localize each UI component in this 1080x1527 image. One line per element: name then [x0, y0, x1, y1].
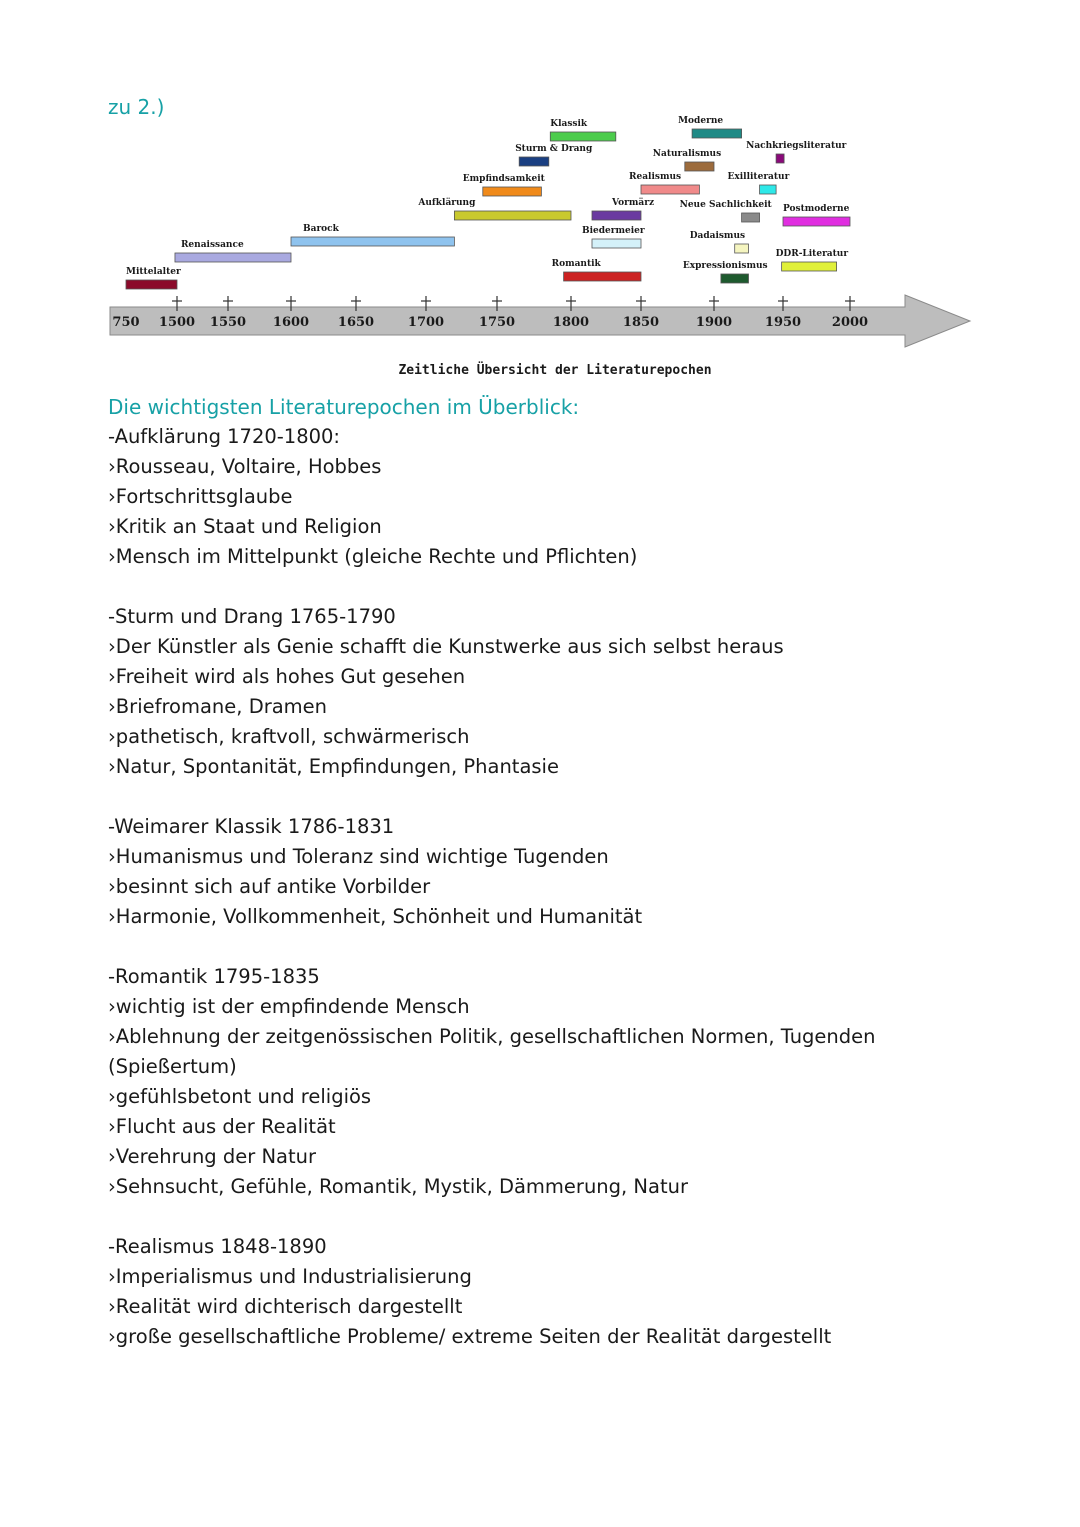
- epoch-section-item: ›Fortschrittsglaube: [108, 485, 293, 508]
- chart-title: Zeitliche Übersicht der Literaturepochen: [398, 363, 712, 378]
- epoch-bar-label: Romantik: [551, 259, 601, 269]
- epoch-section-title: -Aufklärung 1720-1800:: [108, 425, 341, 448]
- epoch-section-item: (Spießertum): [108, 1055, 237, 1078]
- epoch-section-item: ›Freiheit wird als hohes Gut gesehen: [108, 665, 466, 688]
- axis-tick-label: 750: [112, 315, 140, 330]
- epoch-bar: [641, 185, 699, 194]
- epoch-bar-label: Renaissance: [180, 240, 244, 250]
- epoch-bar-label: Postmoderne: [783, 204, 850, 214]
- epoch-section-item: ›Flucht aus der Realität: [108, 1115, 336, 1138]
- epoch-section-item: ›gefühlsbetont und religiös: [108, 1085, 372, 1108]
- epoch-bar: [592, 239, 641, 248]
- epoch-section: [108, 962, 1008, 1202]
- epoch-section-item: ›Harmonie, Vollkommenheit, Schönheit und Humanität: [108, 905, 643, 928]
- epoch-bar: [126, 280, 177, 289]
- epoch-section-item: ›Verehrung der Natur: [108, 1145, 317, 1168]
- overview-heading: Die wichtigsten Literaturepochen im Überblick:: [108, 395, 580, 419]
- axis-tick-label: 1800: [552, 315, 590, 330]
- epoch-bar: [175, 253, 291, 262]
- epoch-section-item: ›große gesellschaftliche Probleme/ extreme Seiten der Realität dargestellt: [108, 1325, 832, 1348]
- epoch-bar-label: Barock: [303, 224, 339, 234]
- axis-tick-label: 1950: [764, 315, 802, 330]
- epoch-section-item: ›Briefromane, Dramen: [108, 695, 328, 718]
- epoch-bar: [776, 154, 784, 163]
- epoch-bar-label: Expressionismus: [682, 261, 768, 271]
- epoch-bar-label: Naturalismus: [652, 149, 722, 159]
- epoch-bar: [454, 211, 571, 220]
- epoch-bar: [483, 187, 542, 196]
- epoch-section-item: ›Sehnsucht, Gefühle, Romantik, Mystik, Dämmerung, Natur: [108, 1175, 688, 1198]
- epoch-bar: [783, 217, 850, 226]
- epoch-bar-label: Dadaismus: [689, 231, 746, 241]
- epoch-bar-label: Biedermeier: [582, 226, 645, 236]
- epoch-bar: [592, 211, 641, 220]
- epoch-bar-label: Nachkriegsliteratur: [746, 141, 847, 151]
- epoch-bar-label: Neue Sachlichkeit: [679, 200, 772, 210]
- epoch-bar: [685, 162, 714, 171]
- epoch-bar-label: Empfindsamkeit: [462, 174, 545, 184]
- epoch-bar-label: Moderne: [678, 116, 724, 126]
- section-reference: zu 2.): [108, 95, 165, 119]
- epoch-section-item: ›Natur, Spontanität, Empfindungen, Phantasie: [108, 755, 559, 778]
- epoch-section-title: -Sturm und Drang 1765-1790: [108, 605, 396, 628]
- epoch-bar-label: Mittelalter: [126, 267, 181, 277]
- epoch-section-item: ›besinnt sich auf antike Vorbilder: [108, 875, 431, 898]
- epoch-section-item: ›Kritik an Staat und Religion: [108, 515, 382, 538]
- epoch-bar: [742, 213, 760, 222]
- epoch-section-item: ›Imperialismus und Industrialisierung: [108, 1265, 472, 1288]
- epoch-bar: [564, 272, 641, 281]
- epoch-bar-label: Vormärz: [612, 198, 655, 208]
- axis-tick-label: 1850: [622, 315, 660, 330]
- epoch-bar-label: Exilliteratur: [727, 172, 790, 182]
- epoch-section-item: ›Ablehnung der zeitgenössischen Politik, gesellschaftlichen Normen, Tugenden: [108, 1025, 876, 1048]
- epoch-section-item: ›Mensch im Mittelpunkt (gleiche Rechte und Pflichten): [108, 545, 638, 568]
- epoch-section-item: ›Humanismus und Toleranz sind wichtige Tugenden: [108, 845, 609, 868]
- epoch-timeline-chart: [100, 110, 980, 382]
- epoch-bar-label: Aufklärung: [418, 198, 476, 208]
- epoch-summary: [108, 392, 1008, 1382]
- axis-tick-label: 1750: [478, 315, 516, 330]
- axis-tick-label: 1900: [695, 315, 733, 330]
- epoch-bar: [550, 132, 616, 141]
- epoch-section: [108, 1232, 1008, 1352]
- axis-tick-label: 1600: [272, 315, 310, 330]
- epoch-bar: [692, 129, 742, 138]
- epoch-section: [108, 602, 1008, 782]
- axis-tick-label: 1700: [407, 315, 445, 330]
- epoch-bar: [735, 244, 749, 253]
- epoch-section: [108, 812, 1008, 932]
- axis-tick-label: 1500: [158, 315, 196, 330]
- epoch-section-item: ›wichtig ist der empfindende Mensch: [108, 995, 470, 1018]
- epoch-bar: [291, 237, 454, 246]
- epoch-bar-label: Realismus: [629, 172, 682, 182]
- epoch-section-item: ›Rousseau, Voltaire, Hobbes: [108, 455, 382, 478]
- epoch-section-title: -Weimarer Klassik 1786-1831: [108, 815, 395, 838]
- epoch-bar-label: Klassik: [550, 119, 588, 129]
- epoch-section-title: -Realismus 1848-1890: [108, 1235, 327, 1258]
- epoch-bar: [760, 185, 777, 194]
- epoch-bar-label: DDR-Literatur: [775, 249, 849, 259]
- epoch-bar: [721, 274, 749, 283]
- axis-tick-label: 2000: [831, 315, 869, 330]
- epoch-section-item: ›pathetisch, kraftvoll, schwärmerisch: [108, 725, 470, 748]
- epoch-section-item: ›Realität wird dichterisch dargestellt: [108, 1295, 463, 1318]
- epoch-section-item: ›Der Künstler als Genie schafft die Kunstwerke aus sich selbst heraus: [108, 635, 784, 658]
- epoch-bar: [782, 262, 837, 271]
- epoch-bar: [519, 157, 549, 166]
- epoch-section: [108, 422, 1008, 572]
- axis-tick-label: 1550: [209, 315, 247, 330]
- epoch-section-title: -Romantik 1795-1835: [108, 965, 320, 988]
- axis-tick-label: 1650: [337, 315, 375, 330]
- epoch-bar-label: Sturm & Drang: [515, 144, 593, 154]
